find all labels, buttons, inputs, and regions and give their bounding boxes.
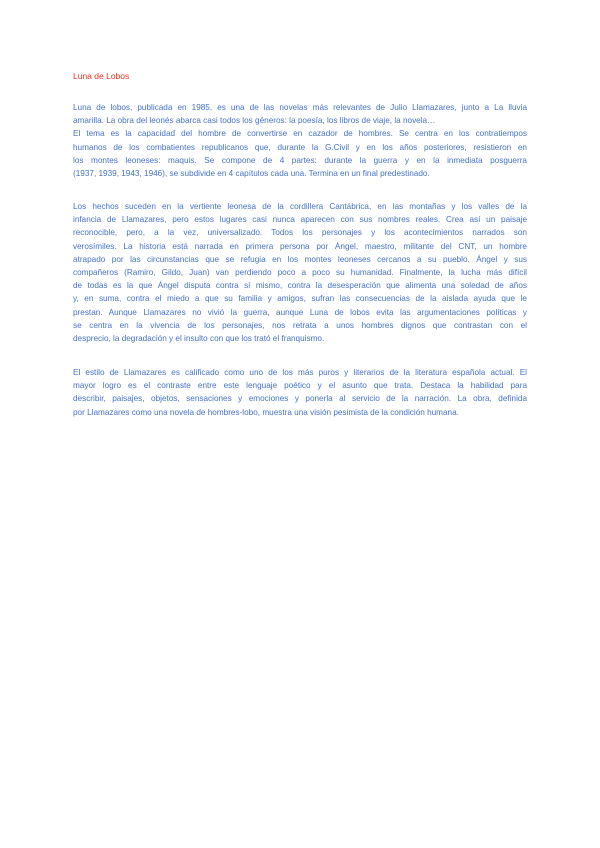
paragraph-3 <box>73 366 527 419</box>
paragraph-line: prestan. Aunque Llamazares no vivió la guerra, aunque Luna de lobos evita las argumentaciones políticas y <box>73 307 527 317</box>
paragraph-1 <box>73 101 527 180</box>
paragraph-line: infancia de Llamazares, pero estos lugares casi nunca aparecen con sus nombres reales. Crea así un paisaje <box>73 215 527 225</box>
paragraph-line: compañeros (Ramiro, Gildo, Juan) van perdiendo poco a poco su humanidad. Finalmente, la lucha más difícil <box>73 268 527 278</box>
paragraph-line: de todas es la que Ángel disputa contra sí mismo, contra la desesperación que alimenta una soledad de años <box>73 281 527 291</box>
paragraph-line: Los hechos suceden en la vertiente leonesa de la cordillera Cantábrica, en las montañas y los valles de la <box>73 202 527 211</box>
paragraph-line: reconocible, pero, a la vez, universalizado. Todos los personajes y los acontecimientos narrados son <box>73 228 527 238</box>
paragraph-line: humanos de los combatientes republicanos que, durante la G.Civil y en los años posteriores, resistieron en <box>73 142 527 152</box>
paragraph-line: describir, paisajes, objetos, sensaciones y emociones y ponerla al servicio de la narración. La obra, definida <box>73 394 527 404</box>
paragraph-line: (1937, 1939, 1943, 1946), se subdivide en 4 capítulos cada una. Termina en un final predestinado. <box>73 169 430 179</box>
paragraph-line: mayor logro es el contraste entre este lenguaje poético y el asunto que trata. Destaca la habilidad para <box>73 381 527 391</box>
paragraph-line: verosímiles. La historia está narrada en primera persona por Ángel, maestro, militante del CNT, un hombre <box>73 241 527 251</box>
paragraph-line: El tema es la capacidad del hombre de convertirse en cazador de hombres. Se centra en los contratiempos <box>73 129 527 139</box>
paragraph-line: y, en suma, contra el miedo a que su familia y amigos, sufran las consecuencias de la aislada ayuda que le <box>73 294 527 304</box>
paragraph-line: El estilo de Llamazares es calificado como uno de los más puros y literarios de la literatura española actual. El <box>73 368 527 377</box>
paragraph-line: desprecio, la degradación y el insulto con que los trató el franquismo. <box>73 334 325 344</box>
paragraph-line: por Llamazares como una novela de hombres-lobo, muestra una visión pesimista de la condición humana. <box>73 407 459 417</box>
paragraph-line: Luna de lobos, publicada en 1985, es una de las novelas más relevantes de Julio Llamazares, junto a La lluvia <box>73 103 527 112</box>
paragraph-line: los montes leoneses: maquis. Se compone de 4 partes: durante la guerra y en la inmediata posguerra <box>73 155 527 165</box>
paragraph-line: amarilla. La obra del leonés abarca casi todos los géneros: la poesía, los libros de viaje, la novela… <box>73 116 436 126</box>
paragraph-line: atrapado por las circunstancias que se refugia en los montes leoneses cercanos a su pueblo. Ángel y sus <box>73 254 527 264</box>
paragraph-line: se centra en la vivencia de los personajes, nos retrata a unos hombres dignos que contrastan con el <box>73 320 527 330</box>
paragraph-2 <box>73 200 527 345</box>
document-title: Luna de Lobos <box>73 71 130 81</box>
